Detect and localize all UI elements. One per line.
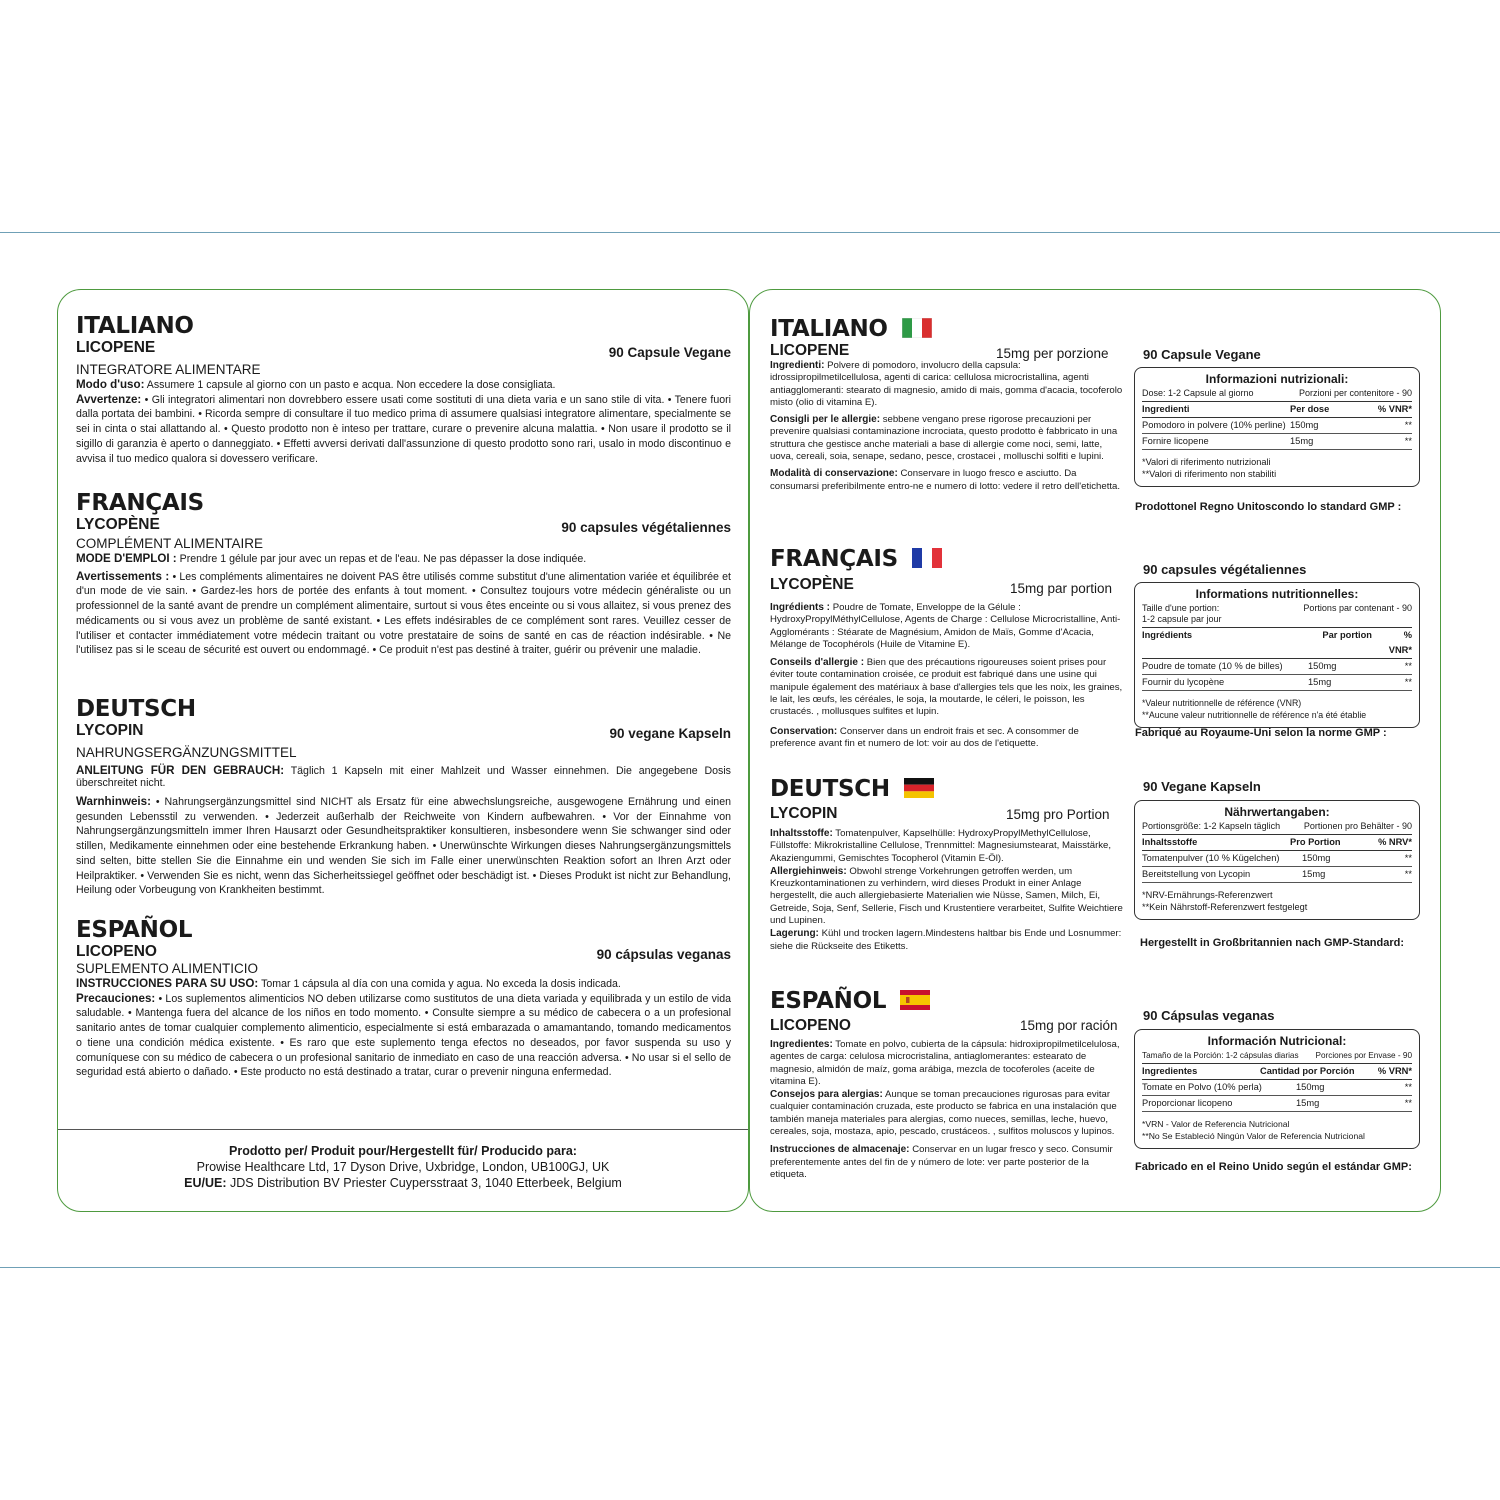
usage-text bbox=[76, 378, 731, 393]
table-row bbox=[1142, 1080, 1412, 1096]
cell: Fournir du lycopène bbox=[1142, 677, 1225, 687]
product-row bbox=[76, 516, 731, 534]
table-header bbox=[1142, 835, 1412, 851]
usage-label: INSTRUCCIONES PARA SU USO: bbox=[76, 977, 259, 990]
storage-body: Kühl und trocken lagern.Mindestens haltbar bis Ende und Losnummer: siehe die Rückseite des Etiketts. bbox=[770, 928, 1122, 952]
ingredients-text bbox=[770, 360, 1125, 409]
header-nrv: % VNR* bbox=[1377, 404, 1412, 414]
allergy-body: sebbene vengano prese rigorose precauzioni per prevenire qualsiasi contaminazione incrociata, questo prodotto è fabbricato in una struttura che gestisce anche materiali a base di allergie come noci, semi, latte, uova, cereali, soia, senape, sedano, pesce, crostacei , molluschi solfiti e lupini. bbox=[770, 414, 1118, 463]
left-section-es bbox=[76, 917, 731, 1080]
language-heading bbox=[770, 776, 1125, 802]
usage-body: Tomar 1 cápsula al día con una comida y agua. No exceda la dosis indicada. bbox=[261, 978, 621, 990]
storage-text bbox=[770, 468, 1125, 493]
cell: ** bbox=[1404, 1098, 1412, 1108]
storage-label: Lagerung: bbox=[770, 928, 819, 940]
header-nrv: % VRN* bbox=[1377, 1066, 1412, 1076]
table-row bbox=[1142, 434, 1412, 450]
product-type: NAHRUNGSERGÄNZUNGSMITTEL bbox=[76, 745, 297, 760]
product-name: LICOPENO bbox=[76, 943, 157, 960]
warnings-text bbox=[76, 570, 731, 658]
table-row bbox=[1142, 659, 1412, 675]
warnings-text bbox=[76, 393, 731, 467]
nutrition-notes bbox=[1142, 697, 1412, 721]
nutrition-notes bbox=[1142, 1118, 1412, 1142]
eu-address bbox=[58, 1175, 748, 1191]
ingredients-body: Polvere di pomodoro, involucro della capsula: idrossipropilmetilcellulosa, agenti di carica: cellulosa microcristallina, agenti antiagglomeranti: stearato di magnesio, amido di mais, gomma d'acacia, tocoferolo misto (olio di vitamina E). bbox=[770, 360, 1123, 408]
header-ingredient: Ingrédients bbox=[1142, 630, 1193, 640]
language-name: ITALIANO bbox=[770, 316, 888, 342]
product-name: LICOPENE bbox=[770, 342, 850, 359]
table-row bbox=[1142, 675, 1412, 691]
cell: 15mg bbox=[1296, 1098, 1320, 1108]
cell: Poudre de tomate (10 % de billes) bbox=[1142, 661, 1283, 671]
allergy-label: Allergiehinweis: bbox=[770, 865, 847, 877]
left-section-it bbox=[76, 313, 731, 466]
header-amount: Cantidad por Porción bbox=[1260, 1066, 1355, 1076]
servings-label: Porciones por Envase - 90 bbox=[1315, 1051, 1412, 1060]
note: **Aucune valeur nutritionnelle de référence n'a été établie bbox=[1142, 710, 1367, 720]
storage-body: Conservar en un lugar fresco y seco. Consumir preferentemente antes del fin de y número de lote: ver parte posterior de la etiqueta. bbox=[770, 1144, 1113, 1180]
product-row bbox=[76, 339, 731, 360]
header-amount: Per dose bbox=[1290, 404, 1330, 414]
cell: ** bbox=[1404, 661, 1412, 671]
eu-address-text: JDS Distribution BV Priester Cuypersstraat 3, 1040 Etterbeek, Belgium bbox=[230, 1176, 622, 1190]
gmp-statement: Fabricado en el Reino Unido según el estándar GMP: bbox=[1135, 1161, 1412, 1173]
usage-text bbox=[76, 765, 731, 789]
cell: Tomatenpulver (10 % Kügelchen) bbox=[1142, 853, 1280, 863]
header-ingredient: Ingredientes bbox=[1142, 1066, 1198, 1076]
warnings-label: Avvertenze: bbox=[76, 392, 142, 406]
eu-label: EU/UE: bbox=[184, 1176, 227, 1190]
allergy-text bbox=[770, 866, 1125, 927]
allergy-label: Consigli per le allergie: bbox=[770, 414, 881, 426]
gmp-statement: Hergestellt in Großbritannien nach GMP-Standard: bbox=[1140, 937, 1405, 949]
portion-size: 15mg por ración bbox=[1020, 1018, 1118, 1033]
dose-label: Tamaño de la Porción: 1-2 cápsulas diarias bbox=[1142, 1051, 1299, 1060]
right-section-fr bbox=[770, 546, 1125, 750]
language-heading: ESPAÑOL bbox=[76, 917, 193, 943]
ingredients-text bbox=[770, 1039, 1125, 1088]
note: *NRV-Ernährungs-Referenzwert bbox=[1142, 890, 1273, 900]
product-name: LYCOPIN bbox=[76, 722, 144, 739]
cell: Tomate en Polvo (10% perla) bbox=[1142, 1082, 1262, 1092]
language-heading: DEUTSCH bbox=[76, 696, 196, 722]
note: **Valori di riferimento non stabiliti bbox=[1142, 469, 1277, 479]
header-ingredient: Inhaltsstoffe bbox=[1142, 837, 1198, 847]
product-name: LYCOPÈNE bbox=[770, 576, 854, 593]
ingredients-body: Poudre de Tomate, Enveloppe de la Gélule : HydroxyPropylMéthylCellulose, Agents de Charge : Cellulose Microcristalline, Anti-Agglomérants : Stéarate de Magnésium, Amidon de Maïs, Gomme d'Acacia, Mélange de Tocophérols (Huile de Vitamine E). bbox=[770, 602, 1121, 650]
language-heading bbox=[770, 546, 1125, 572]
usage-text bbox=[76, 977, 731, 992]
nutrition-title: Informazioni nutrizionali: bbox=[1205, 372, 1349, 386]
germany-flag-icon bbox=[904, 778, 934, 798]
cell: 150mg bbox=[1290, 420, 1319, 430]
warnings-label: Avertissements : bbox=[76, 569, 170, 583]
usage-label: MODE D'EMPLOI : bbox=[76, 552, 177, 565]
header-ingredient: Ingredienti bbox=[1142, 404, 1190, 414]
left-section-de bbox=[76, 696, 731, 898]
storage-label: Conservation: bbox=[770, 725, 838, 737]
product-name: LYCOPIN bbox=[770, 805, 838, 822]
gmp-statement: Fabriqué au Royaume-Uni selon la norme GMP : bbox=[1135, 727, 1387, 739]
allergy-text bbox=[770, 1089, 1125, 1138]
warnings-label: Warnhinweis: bbox=[76, 795, 151, 808]
servings-label: Portionen pro Behälter - 90 bbox=[1303, 821, 1412, 831]
capsule-count: 90 Capsule Vegane bbox=[1143, 347, 1261, 362]
usage-body: Prendre 1 gélule par jour avec un repas et de l'eau. Ne pas dépasser la dose indiquée. bbox=[179, 553, 587, 565]
language-name: FRANÇAIS bbox=[770, 546, 898, 572]
servings-label: Porzioni per contenitore - 90 bbox=[1298, 388, 1412, 398]
warnings-text bbox=[76, 992, 731, 1080]
cell: ** bbox=[1404, 677, 1412, 687]
ingredients-text bbox=[770, 602, 1125, 651]
note: *Valori di riferimento nutrizionali bbox=[1142, 457, 1271, 467]
language-heading: FRANÇAIS bbox=[76, 490, 204, 516]
nutrition-box-de bbox=[1134, 800, 1420, 920]
cell: 150mg bbox=[1302, 853, 1331, 863]
cell: 15mg bbox=[1302, 869, 1326, 879]
product-type: COMPLÉMENT ALIMENTAIRE bbox=[76, 536, 264, 551]
product-type: INTEGRATORE ALIMENTARE bbox=[76, 362, 261, 377]
france-flag-icon bbox=[912, 548, 942, 568]
gmp-statement: Prodottonel Regno Unitoscondo lo standard GMP : bbox=[1135, 501, 1402, 513]
allergy-text bbox=[770, 657, 1125, 718]
usage-label: Modo d'uso: bbox=[76, 378, 145, 391]
cell: Proporcionar licopeno bbox=[1142, 1098, 1233, 1108]
capsule-count: 90 cápsulas veganas bbox=[596, 947, 731, 962]
italy-flag-icon bbox=[902, 318, 932, 338]
cell: ** bbox=[1404, 853, 1412, 863]
cell: ** bbox=[1404, 420, 1412, 430]
cell: 150mg bbox=[1308, 661, 1337, 671]
cell: Pomodoro in polvere (10% perline) bbox=[1142, 420, 1286, 430]
cell: Fornire licopene bbox=[1142, 436, 1209, 446]
header-amount: Pro Portion bbox=[1290, 837, 1341, 847]
note: *Valeur nutritionnelle de référence (VNR) bbox=[1142, 698, 1302, 708]
right-section-de bbox=[770, 776, 1125, 953]
language-heading: ITALIANO bbox=[76, 313, 194, 339]
language-name: DEUTSCH bbox=[770, 776, 890, 802]
nutrition-notes bbox=[1142, 889, 1412, 913]
nutrition-table bbox=[1142, 834, 1412, 883]
ingredients-body: Tomatenpulver, Kapselhülle: HydroxyPropylMethylCellulose, Füllstoffe: Mikrokristalline Cellulose, Trennmittel: Magnesiumstearat, Maisstärke, Akaziengummi, Gemischtes Tocopherol (Vitamin E-Öl). bbox=[770, 828, 1112, 864]
dose-row bbox=[1142, 821, 1412, 832]
product-type: SUPLEMENTO ALIMENTICIO bbox=[76, 961, 259, 976]
allergy-label: Conseils d'allergie : bbox=[770, 657, 865, 669]
capsule-count: 90 vegane Kapseln bbox=[609, 726, 731, 741]
warnings-text bbox=[76, 795, 731, 898]
dose-row bbox=[1142, 1050, 1412, 1061]
capsule-count: 90 Vegane Kapseln bbox=[1143, 779, 1261, 794]
ingredients-label: Ingredienti: bbox=[770, 360, 825, 371]
capsule-count: 90 Capsule Vegane bbox=[608, 345, 731, 360]
note: *VRN - Valor de Referencia Nutricional bbox=[1142, 1119, 1290, 1129]
storage-text bbox=[770, 726, 1125, 751]
nutrition-box-it bbox=[1134, 367, 1420, 487]
nutrition-box-es bbox=[1134, 1029, 1420, 1149]
cell: ** bbox=[1404, 1082, 1412, 1092]
table-header bbox=[1142, 1064, 1412, 1080]
footer-divider bbox=[58, 1129, 748, 1130]
usage-body: Täglich 1 Kapseln mit einer Mahlzeit und Wasser einnehmen. Die angegebene Dosis überschreitet nicht. bbox=[76, 765, 731, 789]
product-name: LYCOPÈNE bbox=[76, 516, 160, 533]
allergy-body: Aunque se toman precauciones rigurosas para evitar cualquier contaminación cruzada, este producto se fabrica en una instalación que también maneja materiales para alergias, como nueces, semillas, leche, huevo, cereales, soja, mostaza, apio, pescado, crustáceos. , sulfitos moluscos y lupinos. bbox=[770, 1089, 1117, 1138]
product-name: LICOPENE bbox=[76, 339, 156, 356]
header-nrv: % VNR* bbox=[1388, 630, 1412, 655]
warnings-body: • Gli integratori alimentari non dovrebbero essere usati come sostituti di una dieta varia e un sano stile di vita. • Tenere fuori dalla portata dei bambini. • Ricorda sempre di consultare il tuo medico prima di assumere qualsiasi integratore alimentare, specialmente se sei in cinta o stai allattando al. • Questo prodotto non è inteso per trattare, curare o prevenire alcuna malattia. • Non usare il prodotto se il sigillo di garanzia è aperto o danneggiato. • Effetti avversi derivati dall'assunzione di questo prodotto sono rari, usalo in modo discontinuo e avvisa il tuo medico qualora si dovessero verificare. bbox=[76, 393, 731, 465]
cell: 150mg bbox=[1296, 1082, 1325, 1092]
ingredients-text bbox=[770, 828, 1125, 865]
dose-row bbox=[1142, 388, 1412, 399]
usage-body: Assumere 1 capsule al giorno con un pasto e acqua. Non eccedere la dose consigliata. bbox=[146, 379, 556, 391]
allergy-label: Consejos para alergias: bbox=[770, 1089, 883, 1101]
left-section-fr bbox=[76, 490, 731, 658]
capsule-count: 90 capsules végétaliennes bbox=[1143, 562, 1307, 577]
warnings-body: • Les compléments alimentaires ne doivent PAS être utilisés comme substitut d'une alimentation variée et équilibrée et d'un mode de vie sain. • Gardez-les hors de portée des enfants à tout moment. • Consultez toujours votre médecin généraliste ou un professionnel de la santé avant de prendre un complément alimentaire, surtout si vous êtes enceinte ou si vous allaitez, si vous prenez des médicaments ou si vous avez un problème de santé existant. • Les effets indésirables de ce complément sont rares. Veuillez cesser de l'utiliser et contacter immédiatement votre médecin traitant ou votre prestataire de soins de santé en cas de réaction indésirable. • Ne l'utilisez pas si le sceau de sécurité est ouvert ou endommagé. • Ce produit n'est pas destiné à traiter, guérir ou prévenir une maladie. bbox=[76, 570, 731, 657]
cell: 15mg bbox=[1290, 436, 1314, 446]
right-section-es bbox=[770, 988, 1125, 1181]
table-header bbox=[1142, 628, 1412, 659]
note: **No Se Estableció Ningún Valor de Referencia Nutricional bbox=[1142, 1131, 1365, 1141]
capsule-count: 90 capsules végétaliennes bbox=[561, 520, 731, 535]
nutrition-notes bbox=[1142, 456, 1412, 480]
usage-label: ANLEITUNG FÜR DEN GEBRAUCH: bbox=[76, 764, 285, 777]
header-nrv: % NRV* bbox=[1378, 837, 1412, 847]
header-amount: Par portion bbox=[1322, 630, 1372, 640]
nutrition-table bbox=[1142, 627, 1412, 691]
allergy-body: Bien que des précautions rigoureuses soient prises pour éviter toute contamination croisée, ce produit est fabriqué dans une usine qui manipule également des matériaux à base d'allergies tels que les noix, les graines, le lait, les œufs, les céréales, le soja, la moutarde, le céleri, le poisson, les crustacés. , mollusques sulfites et lupin. bbox=[770, 657, 1123, 718]
ingredients-label: Inhaltsstoffe: bbox=[770, 828, 833, 839]
storage-text bbox=[770, 1144, 1125, 1181]
dose-label: Taille d'une portion: 1-2 capsule par jour bbox=[1142, 603, 1222, 624]
ingredients-label: Ingrédients : bbox=[770, 602, 831, 613]
table-row bbox=[1142, 1096, 1412, 1112]
language-heading bbox=[770, 988, 1125, 1014]
spain-flag-icon bbox=[900, 990, 930, 1010]
nutrition-table bbox=[1142, 1063, 1412, 1112]
table-header bbox=[1142, 402, 1412, 418]
footer-heading: Prodotto per/ Produit pour/Hergestellt für/ Producido para: bbox=[229, 1144, 577, 1158]
nutrition-table bbox=[1142, 401, 1412, 450]
usage-text bbox=[76, 552, 731, 567]
warnings-body: • Nahrungsergänzungsmittel sind NICHT als Ersatz für eine abwechslungsreiche, ausgewogene Ernährung und einen gesunden Lebensstil zu verwenden. • Jederzeit außerhalb der Reichweite von Kindern aufbewahren. • Vor der Einnahme von Nahrungsergänzungsmitteln immer Ihren Hausarzt oder Gesundheitspraktiker konsultieren, insbesondere wenn Sie schwanger sind oder stillen, Medikamente einnehmen oder eine bestehende Erkrankung haben. • Unerwünschte Wirkungen dieses Nahrungsergänzungsmittels sind selten, bitte stellen Sie die Einnahme ein und wenden Sie sich im Falle einer unerwünschten Reaktion sofort an Ihren Arzt oder Heilpraktiker. • Verwenden Sie es nicht, wenn das Sicherheitssiegel geöffnet oder beschädigt ist. • Dieses Produkt ist nicht zur Behandlung, Heilung oder Vorbeugung von Krankheiten bestimmt. bbox=[76, 796, 731, 897]
nutrition-title: Nährwertangaben: bbox=[1224, 805, 1330, 819]
warnings-label: Precauciones: bbox=[76, 991, 156, 1005]
note: **Kein Nährstoff-Referenzwert festgelegt bbox=[1142, 902, 1308, 912]
ingredients-label: Ingredientes: bbox=[770, 1039, 833, 1050]
product-row bbox=[76, 943, 731, 961]
nutrition-title: Información Nutricional: bbox=[1207, 1034, 1347, 1048]
manufacturer-footer bbox=[58, 1143, 748, 1191]
portion-size: 15mg par portion bbox=[1010, 581, 1113, 596]
dose-label: Dose: 1-2 Capsule al giorno bbox=[1142, 388, 1254, 398]
storage-text bbox=[770, 928, 1125, 953]
storage-body: Conserver dans un endroit frais et sec. A consommer de preference avant fin et numero de lot: voir au dos de l'etiquette. bbox=[770, 725, 1079, 749]
storage-label: Modalità di conservazione: bbox=[770, 468, 898, 480]
table-row bbox=[1142, 867, 1412, 883]
storage-label: Instrucciones de almacenaje: bbox=[770, 1144, 910, 1156]
product-name: LICOPENO bbox=[770, 1017, 851, 1034]
ingredients-body: Tomate en polvo, cubierta de la cápsula: hidroxipropilmetilcelulosa, agentes de carga: celulosa microcristalina, antiaglomerantes: estearato de magnesio, almidón de maíz, goma arábiga, mezcla de tocoferoles (aceite de vitamina E). bbox=[770, 1039, 1120, 1087]
portion-size: 15mg per porzione bbox=[996, 346, 1109, 361]
language-heading bbox=[770, 316, 1125, 342]
nutrition-title: Informations nutritionnelles: bbox=[1195, 587, 1359, 601]
table-row bbox=[1142, 418, 1412, 434]
cell: ** bbox=[1404, 869, 1412, 879]
language-name: ESPAÑOL bbox=[770, 988, 887, 1014]
warnings-body: • Los suplementos alimenticios NO deben utilizarse como sustitutos de una dieta variada y equilibrada y un estilo de vida saludable. • Mantenga fuera del alcance de los niños en todo momento. • Consulte siempre a su médico de cabecera o a un profesional sanitario antes de tomar cualquier complemento alimenticio, especialmente si está embarazada o amamantando, tomando medicamentos o tiene una condición médica existente. • Es raro que este suplemento tenga efectos no deseados, por favor suspenda su uso y comuníquese con su médico de cabecera o un profesional sanitario de inmediato en caso de una reacción adversa. • No usar si el sello de seguridad está abierto o dañado. • Este producto no está destinado a tratar, curar o prevenir ninguna enfermedad. bbox=[76, 992, 731, 1079]
cell: ** bbox=[1404, 436, 1412, 446]
storage-body: Conservare in luogo fresco e asciutto. Da consumarsi preferibilmente entro-ne e numero di lotto: vedere il retro dell'etichetta. bbox=[770, 468, 1121, 492]
cell: Bereitstellung von Lycopin bbox=[1142, 869, 1251, 879]
capsule-count: 90 Cápsulas veganas bbox=[1143, 1008, 1275, 1023]
cell: 15mg bbox=[1308, 677, 1332, 687]
table-row bbox=[1142, 851, 1412, 867]
allergy-body: Obwohl strenge Vorkehrungen getroffen werden, um Kreuzkontaminationen zu verhindern, wird dieses Produkt in einer Anlage hergestellt, die auch allergiebasierte Materialien wie Nüsse, Samen, Milch, Ei, Getreide, Soja, Senf, Sellerie, Fisch und Krustentiere verarbeitet, Sulfite Weichtiere und Lupinen. bbox=[770, 865, 1123, 927]
right-section-it bbox=[770, 316, 1125, 493]
servings-label: Portions par contenant - 90 bbox=[1303, 603, 1412, 613]
portion-size: 15mg pro Portion bbox=[1006, 807, 1110, 822]
product-row bbox=[76, 722, 731, 740]
uk-address: Prowise Healthcare Ltd, 17 Dyson Drive, Uxbridge, London, UB100GJ, UK bbox=[196, 1160, 610, 1174]
allergy-text bbox=[770, 414, 1125, 463]
dose-label: Portionsgröße: 1-2 Kapseln täglich bbox=[1142, 821, 1281, 831]
nutrition-box-fr bbox=[1134, 582, 1420, 728]
dose-row bbox=[1142, 603, 1412, 625]
